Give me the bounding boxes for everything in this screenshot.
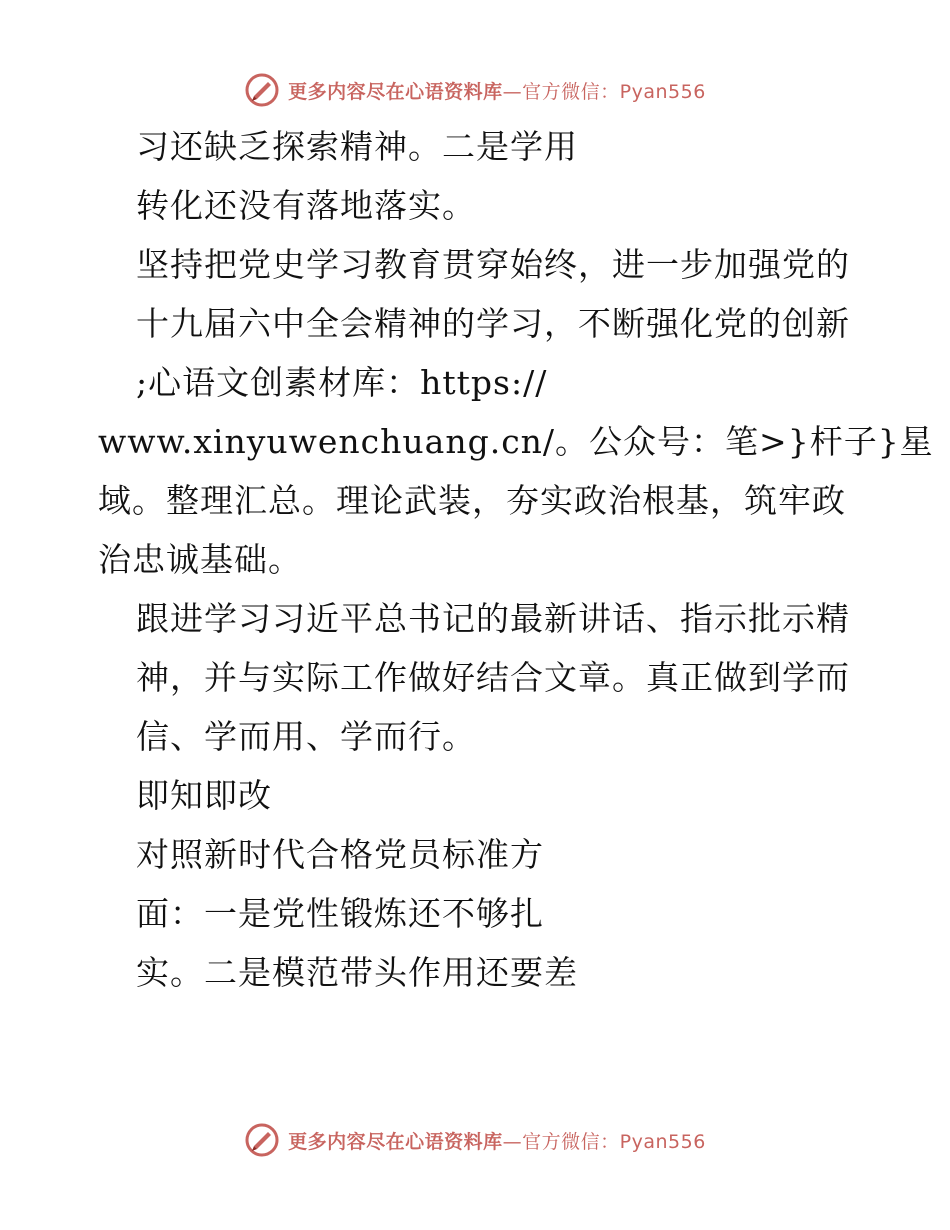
header-banner-wechat: 官方微信：Pyan556 xyxy=(522,80,706,103)
footer-banner xyxy=(0,1120,950,1160)
body-line: 坚持把党史学习教育贯穿始终，进一步加强党的 xyxy=(136,245,850,284)
body-line: www.xinyuwenchuang.cn/。公众号：笔>}杆子}星 xyxy=(98,422,934,461)
body-line: 治忠诚基础。 xyxy=(98,540,302,579)
footer-banner-main: 更多内容尽在心语资料库 xyxy=(288,1130,503,1153)
header-banner xyxy=(0,70,950,110)
document-body xyxy=(98,117,934,1002)
footer-banner-dash: — xyxy=(502,1130,523,1153)
header-banner-main: 更多内容尽在心语资料库 xyxy=(288,80,503,103)
brand-logo-icon xyxy=(244,72,280,108)
body-line: 即知即改 xyxy=(136,776,272,815)
body-line: 信、学而用、学而行。 xyxy=(136,717,476,756)
body-line: 实。二是模范带头作用还要差 xyxy=(136,953,578,992)
body-line: 面：一是党性锻炼还不够扎 xyxy=(136,894,544,933)
footer-banner-text xyxy=(288,1127,706,1154)
header-banner-dash: — xyxy=(502,80,523,103)
body-line: 神，并与实际工作做好结合文章。真正做到学而 xyxy=(136,658,850,697)
header-banner-text xyxy=(288,77,706,104)
body-line: ;心语文创素材库：https:// xyxy=(136,363,548,402)
body-line: 转化还没有落地落实。 xyxy=(136,186,476,225)
brand-logo-icon xyxy=(244,1122,280,1158)
body-line: 对照新时代合格党员标准方 xyxy=(136,835,544,874)
footer-banner-wechat: 官方微信：Pyan556 xyxy=(522,1130,706,1153)
body-line: 十九届六中全会精神的学习，不断强化党的创新 xyxy=(136,304,850,343)
body-line: 域。整理汇总。理论武装，夯实政治根基，筑牢政 xyxy=(98,481,846,520)
body-line: 习还缺乏探索精神。二是学用 xyxy=(136,127,578,166)
body-line: 跟进学习习近平总书记的最新讲话、指示批示精 xyxy=(136,599,850,638)
